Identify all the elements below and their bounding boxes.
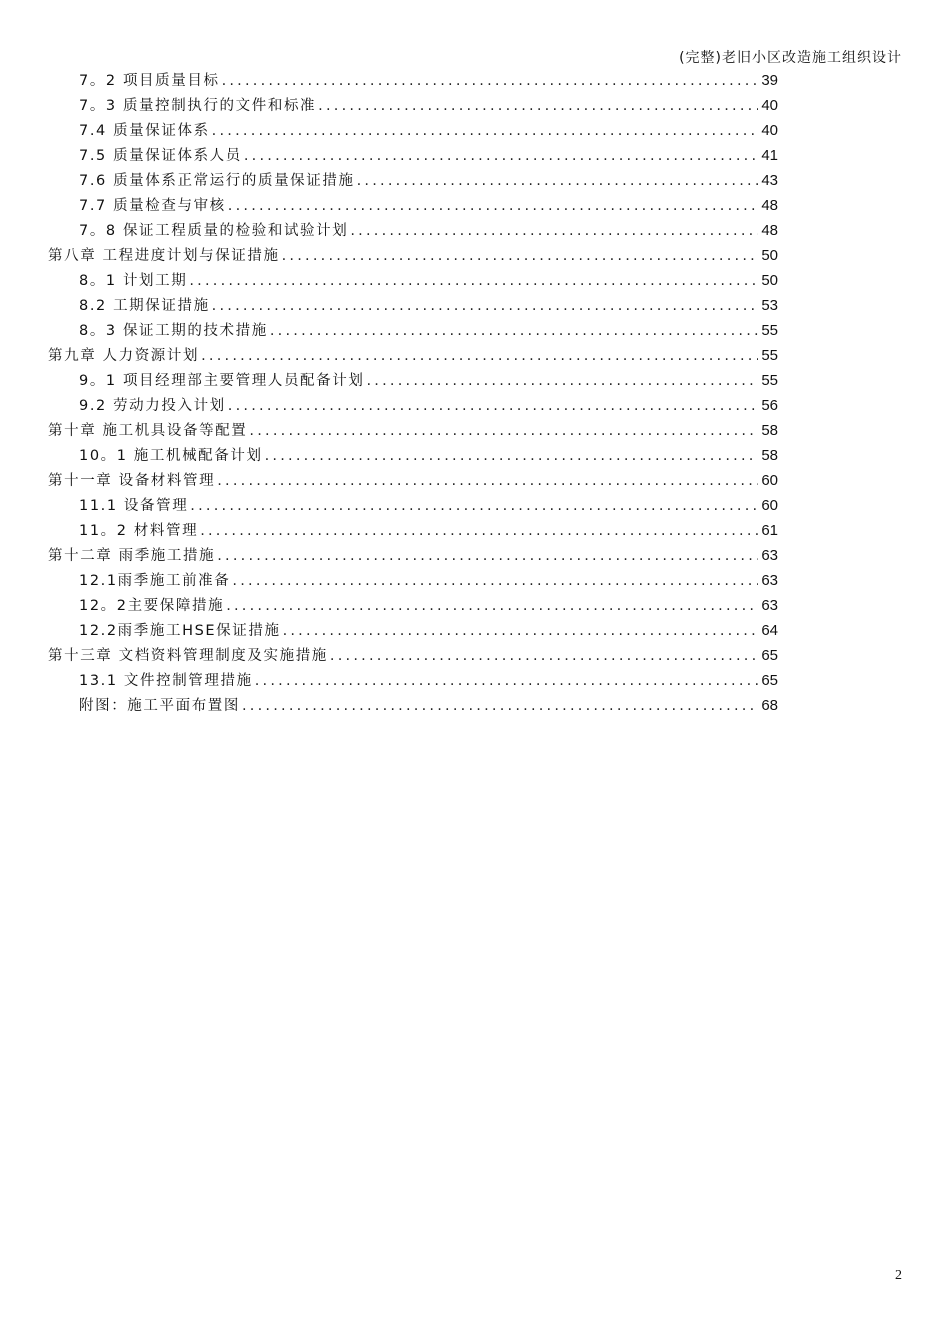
toc-entry-page: 60 [761,472,778,489]
toc-entry-page: 63 [761,572,778,589]
toc-entry-page: 43 [761,172,778,189]
toc-entry-title: 12.1雨季施工前准备 [79,573,231,589]
toc-entry-title: 7.5 质量保证体系人员 [79,148,242,164]
page-number: 2 [895,1268,902,1283]
toc-entry-title: 7.7 质量检查与审核 [79,198,226,214]
toc-entry-page: 55 [761,347,778,364]
toc-entry-title: 第十三章 文档资料管理制度及实施措施 [48,648,328,664]
toc-entry-title: 8.2 工期保证措施 [79,298,210,314]
toc-entry[interactable] [48,193,778,218]
toc-entry[interactable] [48,293,778,318]
toc-entry[interactable] [48,493,778,518]
toc-dot-leader [242,694,758,719]
toc-dot-leader [222,69,759,94]
toc-chapter-entry[interactable] [48,418,778,443]
toc-entry[interactable] [48,618,778,643]
toc-dot-leader [357,169,759,194]
toc-entry-title: 7。8 保证工程质量的检验和试验计划 [79,223,349,239]
toc-entry-title: 附图：施工平面布置图 [79,698,240,714]
toc-entry-page: 63 [761,547,778,564]
toc-entry[interactable] [48,393,778,418]
toc-entry-page: 40 [761,122,778,139]
toc-dot-leader [217,469,758,494]
toc-entry[interactable] [48,68,778,93]
toc-entry[interactable] [48,93,778,118]
page-header-title: (完整)老旧小区改造施工组织设计 [679,50,902,66]
toc-dot-leader [255,669,759,694]
toc-dot-leader [244,144,758,169]
toc-dot-leader [189,269,758,294]
toc-entry-title: 8。3 保证工期的技术措施 [79,323,268,339]
toc-entry-title: 10。1 施工机械配备计划 [79,448,263,464]
toc-dot-leader [282,244,759,269]
toc-entry-page: 63 [761,597,778,614]
toc-entry[interactable] [48,593,778,618]
toc-entry-title: 9。1 项目经理部主要管理人员配备计划 [79,373,365,389]
toc-dot-leader [265,444,759,469]
toc-entry-page: 65 [761,647,778,664]
toc-dot-leader [228,394,759,419]
toc-entry-page: 58 [761,422,778,439]
toc-dot-leader [330,644,758,669]
toc-dot-leader [249,419,758,444]
toc-entry-page: 64 [761,622,778,639]
toc-entry-title: 第九章 人力资源计划 [48,348,200,364]
toc-entry-page: 48 [761,222,778,239]
toc-entry[interactable] [48,168,778,193]
toc-entry[interactable] [48,518,778,543]
toc-entry-title: 第十二章 雨季施工措施 [48,548,216,564]
toc-entry-title: 第十一章 设备材料管理 [48,473,216,489]
toc-entry[interactable] [48,318,778,343]
toc-entry-title: 11。2 材料管理 [79,523,199,539]
toc-entry[interactable] [48,143,778,168]
toc-dot-leader [226,594,758,619]
toc-entry-title: 7。2 项目质量目标 [79,73,220,89]
toc-entry-page: 39 [761,72,778,89]
toc-entry-title: 13.1 文件控制管理措施 [79,673,253,689]
toc-dot-leader [350,219,758,244]
toc-entry[interactable] [48,443,778,468]
toc-entry-page: 53 [761,297,778,314]
toc-entry-title: 12。2主要保障措施 [79,598,225,614]
toc-entry-page: 50 [761,247,778,264]
toc-entry[interactable] [48,268,778,293]
toc-entry-page: 65 [761,672,778,689]
toc-entry[interactable] [48,218,778,243]
toc-entry-page: 68 [761,697,778,714]
toc-entry-title: 11.1 设备管理 [79,498,189,514]
toc-chapter-entry[interactable] [48,243,778,268]
toc-entry-title: 8。1 计划工期 [79,273,188,289]
toc-dot-leader [232,569,758,594]
toc-entry-page: 60 [761,497,778,514]
toc-chapter-entry[interactable] [48,343,778,368]
toc-entry-title: 7。3 质量控制执行的文件和标准 [79,98,317,114]
toc-dot-leader [190,494,758,519]
toc-dot-leader [212,294,759,319]
toc-chapter-entry[interactable] [48,468,778,493]
toc-entry-title: 第十章 施工机具设备等配置 [48,423,248,439]
toc-entry-title: 12.2雨季施工HSE保证措施 [79,623,281,639]
toc-entry-page: 41 [761,147,778,164]
toc-dot-leader [217,544,758,569]
toc-entry[interactable] [48,368,778,393]
toc-chapter-entry[interactable] [48,643,778,668]
toc-dot-leader [318,94,758,119]
toc-entry[interactable] [48,668,778,693]
toc-entry-page: 50 [761,272,778,289]
toc-entry[interactable] [48,693,778,718]
toc-dot-leader [366,369,758,394]
toc-entry-title: 第八章 工程进度计划与保证措施 [48,248,280,264]
toc-dot-leader [201,344,758,369]
toc-entry-page: 61 [761,522,778,539]
toc-dot-leader [283,619,759,644]
toc-entry-title: 9.2 劳动力投入计划 [79,398,226,414]
toc-entry-page: 58 [761,447,778,464]
toc-entry-page: 56 [761,397,778,414]
toc-dot-leader [212,119,759,144]
toc-entry-page: 40 [761,97,778,114]
toc-dot-leader [228,194,759,219]
toc-entry-title: 7.6 质量体系正常运行的质量保证措施 [79,173,355,189]
toc-entry[interactable] [48,568,778,593]
toc-entry-page: 48 [761,197,778,214]
toc-entry-title: 7.4 质量保证体系 [79,123,210,139]
toc-dot-leader [270,319,758,344]
toc-chapter-entry[interactable] [48,543,778,568]
toc-entry-page: 55 [761,372,778,389]
toc-entry[interactable] [48,118,778,143]
table-of-contents [48,68,778,718]
toc-entry-page: 55 [761,322,778,339]
toc-dot-leader [200,519,758,544]
